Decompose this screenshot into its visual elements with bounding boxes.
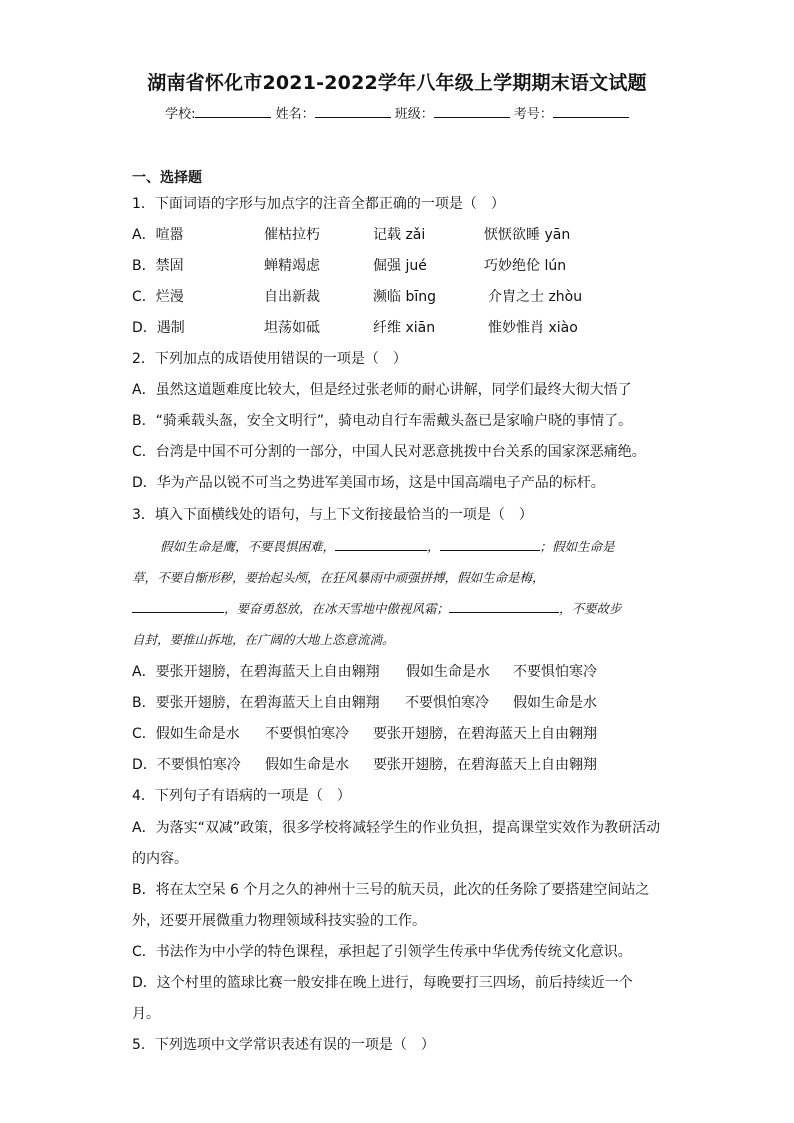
name-blank[interactable]: [315, 105, 391, 118]
q1-b-1: B．禁固: [132, 258, 184, 274]
q3-passage-text: ，: [427, 539, 440, 554]
class-blank[interactable]: [434, 105, 510, 118]
class-label: 班级：: [394, 107, 434, 122]
q1-b-3: 倔强 jué: [373, 258, 427, 274]
q4-option-a-cont: 的内容。: [132, 851, 188, 867]
question-1-stem: 1．下面词语的字形与加点字的注音全都正确的一项是（ ）: [132, 196, 505, 212]
q1-c-4: 介胄之士 zhòu: [488, 289, 583, 305]
q4-option-c: C．书法作为中小学的特色课程，承担起了引领学生传承中华优秀传统文化意识。: [132, 944, 632, 960]
name-label: 姓名：: [275, 107, 315, 122]
q2-option-b: B．“骑乘载头盔，安全文明行”，骑电动自行车需戴头盔已是家喻户晓的事情了。: [132, 413, 633, 429]
question-3-stem: 3．填入下面横线处的语句，与上下文衔接最恰当的一项是（ ）: [132, 507, 533, 523]
school-blank[interactable]: [195, 105, 271, 118]
q1-c-1: C．烂漫: [132, 289, 184, 305]
number-blank[interactable]: [553, 105, 629, 118]
q1-c-2: 自出新裁: [264, 289, 320, 305]
question-5-stem: 5．下列选项中文学常识表述有误的一项是（ ）: [132, 1037, 435, 1053]
q4-option-a: A．为落实“双减”政策，很多学校将减轻学生的作业负担，提高课堂实效作为教研活动: [132, 820, 661, 836]
q3-blank-2[interactable]: [440, 539, 540, 551]
q3-blank-3[interactable]: [132, 601, 224, 613]
q3-blank-4[interactable]: [449, 601, 559, 613]
q3-d-2: 假如生命是水: [265, 757, 349, 773]
q2-option-c: C．台湾是中国不可分割的一部分，中国人民对恶意挑拨中台关系的国家深恶痛绝。: [132, 444, 646, 460]
question-4-stem: 4．下列句子有语病的一项是（ ）: [132, 788, 351, 804]
q1-b-2: 蝉精竭虑: [264, 258, 320, 274]
q1-c-3: 濒临 bīng: [373, 289, 436, 305]
q1-d-4: 惟妙惟肖 xiào: [488, 320, 578, 336]
q3-c-2: 不要惧怕寒冷: [265, 726, 349, 742]
q3-passage-line-2: 草，不要自惭形秽，要抬起头颅，在狂风暴雨中顽强拼搏，假如生命是梅，: [132, 570, 545, 585]
q3-blank-1[interactable]: [335, 539, 427, 551]
q3-passage-text: ；假如生命是: [539, 539, 615, 554]
q1-b-4: 巧妙绝伦 lún: [484, 258, 567, 274]
q3-a-2: 假如生命是水: [406, 664, 490, 680]
q3-passage-line-3: [132, 599, 622, 617]
q3-b-2: 不要惧怕寒冷: [405, 695, 489, 711]
q4-option-d: D．这个村里的篮球比赛一般安排在晚上进行，每晚要打三四场，前后持续近一个: [132, 975, 633, 991]
q1-a-3: 记载 zǎi: [373, 227, 426, 243]
q3-passage-text: 假如生命是鹰，不要畏惧困难，: [160, 539, 336, 554]
student-info-line: [0, 103, 794, 122]
q3-passage-text: ，要奋勇怒放，在冰天雪地中傲视风霜；: [224, 601, 450, 616]
q3-passage-line-4: 自封，要推山拆地，在广阔的大地上恣意流淌。: [132, 632, 395, 647]
q3-a-1: A．要张开翅膀，在碧海蓝天上自由翱翔: [132, 664, 380, 680]
q3-passage-line-1: [160, 537, 615, 555]
q2-option-a: A．虽然这道题难度比较大，但是经过张老师的耐心讲解，同学们最终大彻大悟了: [132, 382, 632, 398]
q4-option-d-cont: 月。: [132, 1006, 160, 1022]
q3-c-3: 要张开翅膀，在碧海蓝天上自由翱翔: [373, 726, 597, 742]
q2-option-d: D．华为产品以锐不可当之势进军美国市场，这是中国高端电子产品的标杆。: [132, 475, 605, 491]
q1-d-2: 坦荡如砥: [264, 320, 320, 336]
q3-c-1: C．假如生命是水: [132, 726, 240, 742]
q4-option-b-cont: 外，还要开展微重力物理领域科技实验的工作。: [132, 913, 426, 929]
q1-a-1: A．喧嚣: [132, 227, 184, 243]
q3-passage-text: ，不要故步: [559, 601, 622, 616]
q3-a-3: 不要惧怕寒冷: [513, 664, 597, 680]
q3-d-1: D．不要惧怕寒冷: [132, 757, 241, 773]
q3-b-1: B．要张开翅膀，在碧海蓝天上自由翱翔: [132, 695, 380, 711]
q1-d-3: 纤维 xiān: [373, 320, 436, 336]
section-heading: 一、选择题: [132, 170, 202, 186]
page-title: 湖南省怀化市2021-2022学年八年级上学期期末语文试题: [147, 72, 647, 94]
q4-option-b: B．将在太空呆 6 个月之久的神州十三号的航天员，此次的任务除了要搭建空间站之: [132, 882, 650, 898]
question-2-stem: 2．下列加点的成语使用错误的一项是（ ）: [132, 351, 407, 367]
q1-d-1: D．遇制: [132, 320, 185, 336]
q1-a-4: 恹恹欲睡 yān: [484, 227, 571, 243]
q3-b-3: 假如生命是水: [513, 695, 597, 711]
number-label: 考号：: [513, 107, 553, 122]
school-label: 学校:: [165, 107, 196, 122]
q3-d-3: 要张开翅膀，在碧海蓝天上自由翱翔: [373, 757, 597, 773]
q1-a-2: 催枯拉朽: [264, 227, 320, 243]
